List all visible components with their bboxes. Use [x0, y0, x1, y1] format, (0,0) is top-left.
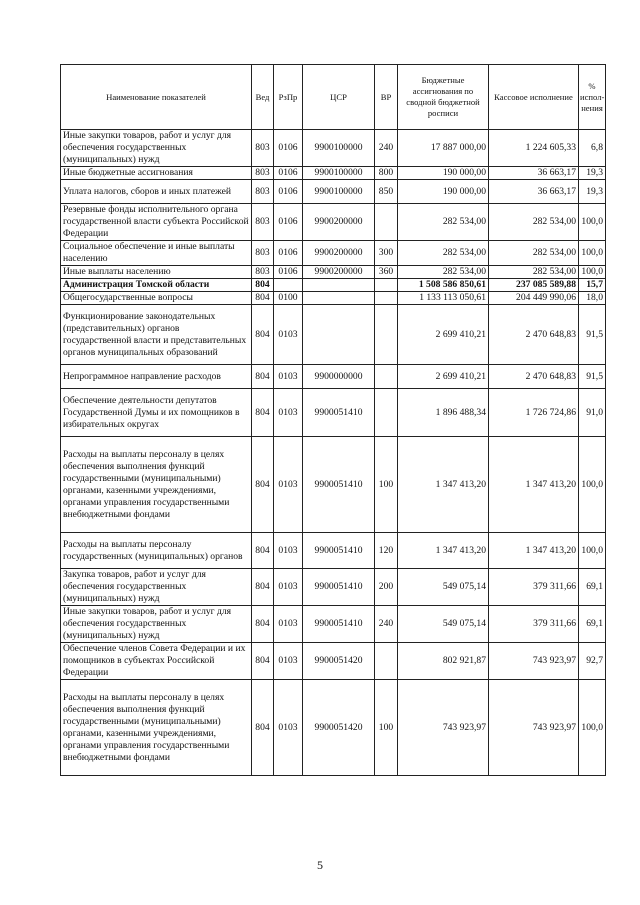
- cell-cash: 1 726 724,86: [489, 389, 579, 437]
- cell-csr: 9900100000: [303, 167, 375, 180]
- cell-csr: 9900051410: [303, 437, 375, 533]
- cell-name: Иные закупки товаров, работ и услуг для обеспечения государственных (муниципальных) нужд: [61, 130, 252, 167]
- cell-pct: 100,0: [579, 241, 606, 266]
- cell-rzpr: 0103: [274, 389, 303, 437]
- cell-ved: 804: [252, 569, 274, 606]
- cell-ved: 804: [252, 365, 274, 389]
- cell-ved: 804: [252, 437, 274, 533]
- cell-budget: 2 699 410,21: [398, 365, 489, 389]
- budget-execution-table: [60, 64, 606, 776]
- cell-name: Социальное обеспечение и иные выплаты населению: [61, 241, 252, 266]
- cell-name: Обеспечение деятельности депутатов Государственной Думы и их помощников в избирательных округах: [61, 389, 252, 437]
- cell-vr: [375, 643, 398, 680]
- table-header-row: [61, 65, 606, 130]
- cell-pct: 6,8: [579, 130, 606, 167]
- cell-rzpr: 0103: [274, 305, 303, 365]
- cell-budget: 190 000,00: [398, 180, 489, 204]
- table-row: [61, 533, 606, 569]
- cell-pct: 18,0: [579, 292, 606, 305]
- cell-cash: 204 449 990,06: [489, 292, 579, 305]
- cell-cash: 36 663,17: [489, 167, 579, 180]
- header-budget: Бюджетные ассигнования по сводной бюджетной росписи: [398, 65, 489, 130]
- header-name: Наименование показателей: [61, 65, 252, 130]
- cell-name: Резервные фонды исполнительного органа государственной власти субъекта Российской Федерации: [61, 204, 252, 241]
- cell-csr: [303, 305, 375, 365]
- cell-vr: 800: [375, 167, 398, 180]
- cell-name: Обеспечение членов Совета Федерации и их помощников в субъектах Российской Федерации: [61, 643, 252, 680]
- header-cash: Кассовое исполнение: [489, 65, 579, 130]
- cell-rzpr: 0103: [274, 643, 303, 680]
- cell-csr: [303, 279, 375, 292]
- cell-csr: 9900051420: [303, 680, 375, 776]
- table-row: [61, 167, 606, 180]
- cell-budget: 282 534,00: [398, 204, 489, 241]
- cell-cash: 1 347 413,20: [489, 533, 579, 569]
- cell-budget: 282 534,00: [398, 241, 489, 266]
- header-vr: ВР: [375, 65, 398, 130]
- cell-vr: [375, 389, 398, 437]
- cell-pct: 100,0: [579, 204, 606, 241]
- cell-pct: 69,1: [579, 569, 606, 606]
- cell-csr: 9900000000: [303, 365, 375, 389]
- cell-ved: 804: [252, 533, 274, 569]
- cell-pct: 15,7: [579, 279, 606, 292]
- table-row: [61, 680, 606, 776]
- header-csr: ЦСР: [303, 65, 375, 130]
- cell-rzpr: 0103: [274, 680, 303, 776]
- cell-rzpr: 0106: [274, 180, 303, 204]
- cell-cash: 2 470 648,83: [489, 365, 579, 389]
- cell-rzpr: 0106: [274, 266, 303, 279]
- cell-ved: 804: [252, 643, 274, 680]
- cell-csr: [303, 292, 375, 305]
- cell-rzpr: 0100: [274, 292, 303, 305]
- cell-budget: 2 699 410,21: [398, 305, 489, 365]
- cell-csr: 9900200000: [303, 266, 375, 279]
- cell-rzpr: 0106: [274, 241, 303, 266]
- cell-budget: 1 508 586 850,61: [398, 279, 489, 292]
- cell-budget: 1 133 113 050,61: [398, 292, 489, 305]
- cell-cash: 36 663,17: [489, 180, 579, 204]
- cell-ved: 804: [252, 279, 274, 292]
- cell-rzpr: [274, 279, 303, 292]
- cell-budget: 549 075,14: [398, 569, 489, 606]
- cell-name: Иные выплаты населению: [61, 266, 252, 279]
- cell-ved: 803: [252, 130, 274, 167]
- cell-name: Иные закупки товаров, работ и услуг для обеспечения государственных (муниципальных) нужд: [61, 606, 252, 643]
- page-number: 5: [317, 858, 323, 872]
- cell-vr: 850: [375, 180, 398, 204]
- cell-ved: 803: [252, 180, 274, 204]
- cell-csr: 9900051410: [303, 389, 375, 437]
- cell-vr: 100: [375, 680, 398, 776]
- cell-cash: 237 085 589,88: [489, 279, 579, 292]
- table-row: [61, 569, 606, 606]
- cell-rzpr: 0106: [274, 167, 303, 180]
- cell-pct: 100,0: [579, 680, 606, 776]
- cell-vr: 200: [375, 569, 398, 606]
- cell-csr: 9900200000: [303, 204, 375, 241]
- cell-name: Уплата налогов, сборов и иных платежей: [61, 180, 252, 204]
- table-row: [61, 389, 606, 437]
- table-row: [61, 606, 606, 643]
- cell-name: Функционирование законодательных (представительных) органов государственной власти и представительных органов муниципальных образований: [61, 305, 252, 365]
- table-row: [61, 643, 606, 680]
- cell-ved: 804: [252, 389, 274, 437]
- cell-name: Расходы на выплаты персоналу государственных (муниципальных) органов: [61, 533, 252, 569]
- cell-cash: 1 224 605,33: [489, 130, 579, 167]
- cell-cash: 282 534,00: [489, 241, 579, 266]
- cell-csr: 9900100000: [303, 130, 375, 167]
- cell-csr: 9900051410: [303, 569, 375, 606]
- cell-budget: 17 887 000,00: [398, 130, 489, 167]
- cell-ved: 804: [252, 606, 274, 643]
- cell-pct: 19,3: [579, 167, 606, 180]
- cell-vr: 360: [375, 266, 398, 279]
- cell-pct: 92,7: [579, 643, 606, 680]
- table-row: [61, 180, 606, 204]
- cell-vr: 100: [375, 437, 398, 533]
- cell-name: Закупка товаров, работ и услуг для обеспечения государственных (муниципальных) нужд: [61, 569, 252, 606]
- cell-pct: 69,1: [579, 606, 606, 643]
- header-pct: % испол-нения: [579, 65, 606, 130]
- table-row: [61, 437, 606, 533]
- cell-vr: [375, 279, 398, 292]
- cell-name: Иные бюджетные ассигнования: [61, 167, 252, 180]
- cell-pct: 91,0: [579, 389, 606, 437]
- cell-rzpr: 0103: [274, 437, 303, 533]
- table-row: [61, 241, 606, 266]
- cell-rzpr: 0106: [274, 130, 303, 167]
- cell-cash: 379 311,66: [489, 569, 579, 606]
- header-rzpr: РзПр: [274, 65, 303, 130]
- table-row: [61, 365, 606, 389]
- cell-rzpr: 0103: [274, 569, 303, 606]
- cell-vr: [375, 292, 398, 305]
- cell-pct: 100,0: [579, 437, 606, 533]
- cell-ved: 803: [252, 167, 274, 180]
- cell-csr: 9900051410: [303, 533, 375, 569]
- cell-budget: 549 075,14: [398, 606, 489, 643]
- table-row: [61, 292, 606, 305]
- table-row: [61, 130, 606, 167]
- cell-budget: 190 000,00: [398, 167, 489, 180]
- cell-rzpr: 0103: [274, 533, 303, 569]
- cell-vr: [375, 365, 398, 389]
- cell-name: Общегосударственные вопросы: [61, 292, 252, 305]
- cell-name: Расходы на выплаты персоналу в целях обеспечения выполнения функций государственными (муниципальными) органами, казенными учреждениями, органами управления государственными внебюджетными фондами: [61, 437, 252, 533]
- cell-csr: 9900200000: [303, 241, 375, 266]
- cell-vr: [375, 305, 398, 365]
- cell-name: Расходы на выплаты персоналу в целях обеспечения выполнения функций государственными (муниципальными) органами, казенными учреждениями, органами управления государственными внебюджетными фондами: [61, 680, 252, 776]
- cell-csr: 9900100000: [303, 180, 375, 204]
- cell-pct: 91,5: [579, 365, 606, 389]
- cell-cash: 379 311,66: [489, 606, 579, 643]
- cell-budget: 1 347 413,20: [398, 533, 489, 569]
- cell-ved: 804: [252, 292, 274, 305]
- cell-name: Непрограммное направление расходов: [61, 365, 252, 389]
- cell-vr: 120: [375, 533, 398, 569]
- cell-pct: 100,0: [579, 266, 606, 279]
- cell-ved: 804: [252, 305, 274, 365]
- cell-ved: 803: [252, 266, 274, 279]
- cell-ved: 803: [252, 241, 274, 266]
- cell-pct: 100,0: [579, 533, 606, 569]
- cell-vr: 240: [375, 606, 398, 643]
- cell-cash: 2 470 648,83: [489, 305, 579, 365]
- cell-vr: 300: [375, 241, 398, 266]
- cell-name: Администрация Томской области: [61, 279, 252, 292]
- cell-cash: 282 534,00: [489, 204, 579, 241]
- cell-cash: 282 534,00: [489, 266, 579, 279]
- cell-budget: 743 923,97: [398, 680, 489, 776]
- cell-rzpr: 0106: [274, 204, 303, 241]
- cell-ved: 804: [252, 680, 274, 776]
- table-row: [61, 305, 606, 365]
- table-row: [61, 279, 606, 292]
- cell-vr: 240: [375, 130, 398, 167]
- cell-csr: 9900051420: [303, 643, 375, 680]
- cell-budget: 282 534,00: [398, 266, 489, 279]
- table-row: [61, 204, 606, 241]
- cell-pct: 91,5: [579, 305, 606, 365]
- cell-budget: 1 347 413,20: [398, 437, 489, 533]
- cell-pct: 19,3: [579, 180, 606, 204]
- table-row: [61, 266, 606, 279]
- cell-vr: [375, 204, 398, 241]
- cell-rzpr: 0103: [274, 365, 303, 389]
- cell-budget: 802 921,87: [398, 643, 489, 680]
- cell-cash: 743 923,97: [489, 643, 579, 680]
- cell-cash: 743 923,97: [489, 680, 579, 776]
- cell-rzpr: 0103: [274, 606, 303, 643]
- cell-cash: 1 347 413,20: [489, 437, 579, 533]
- cell-ved: 803: [252, 204, 274, 241]
- cell-budget: 1 896 488,34: [398, 389, 489, 437]
- table-body: [61, 130, 606, 776]
- header-ved: Вед: [252, 65, 274, 130]
- cell-csr: 9900051410: [303, 606, 375, 643]
